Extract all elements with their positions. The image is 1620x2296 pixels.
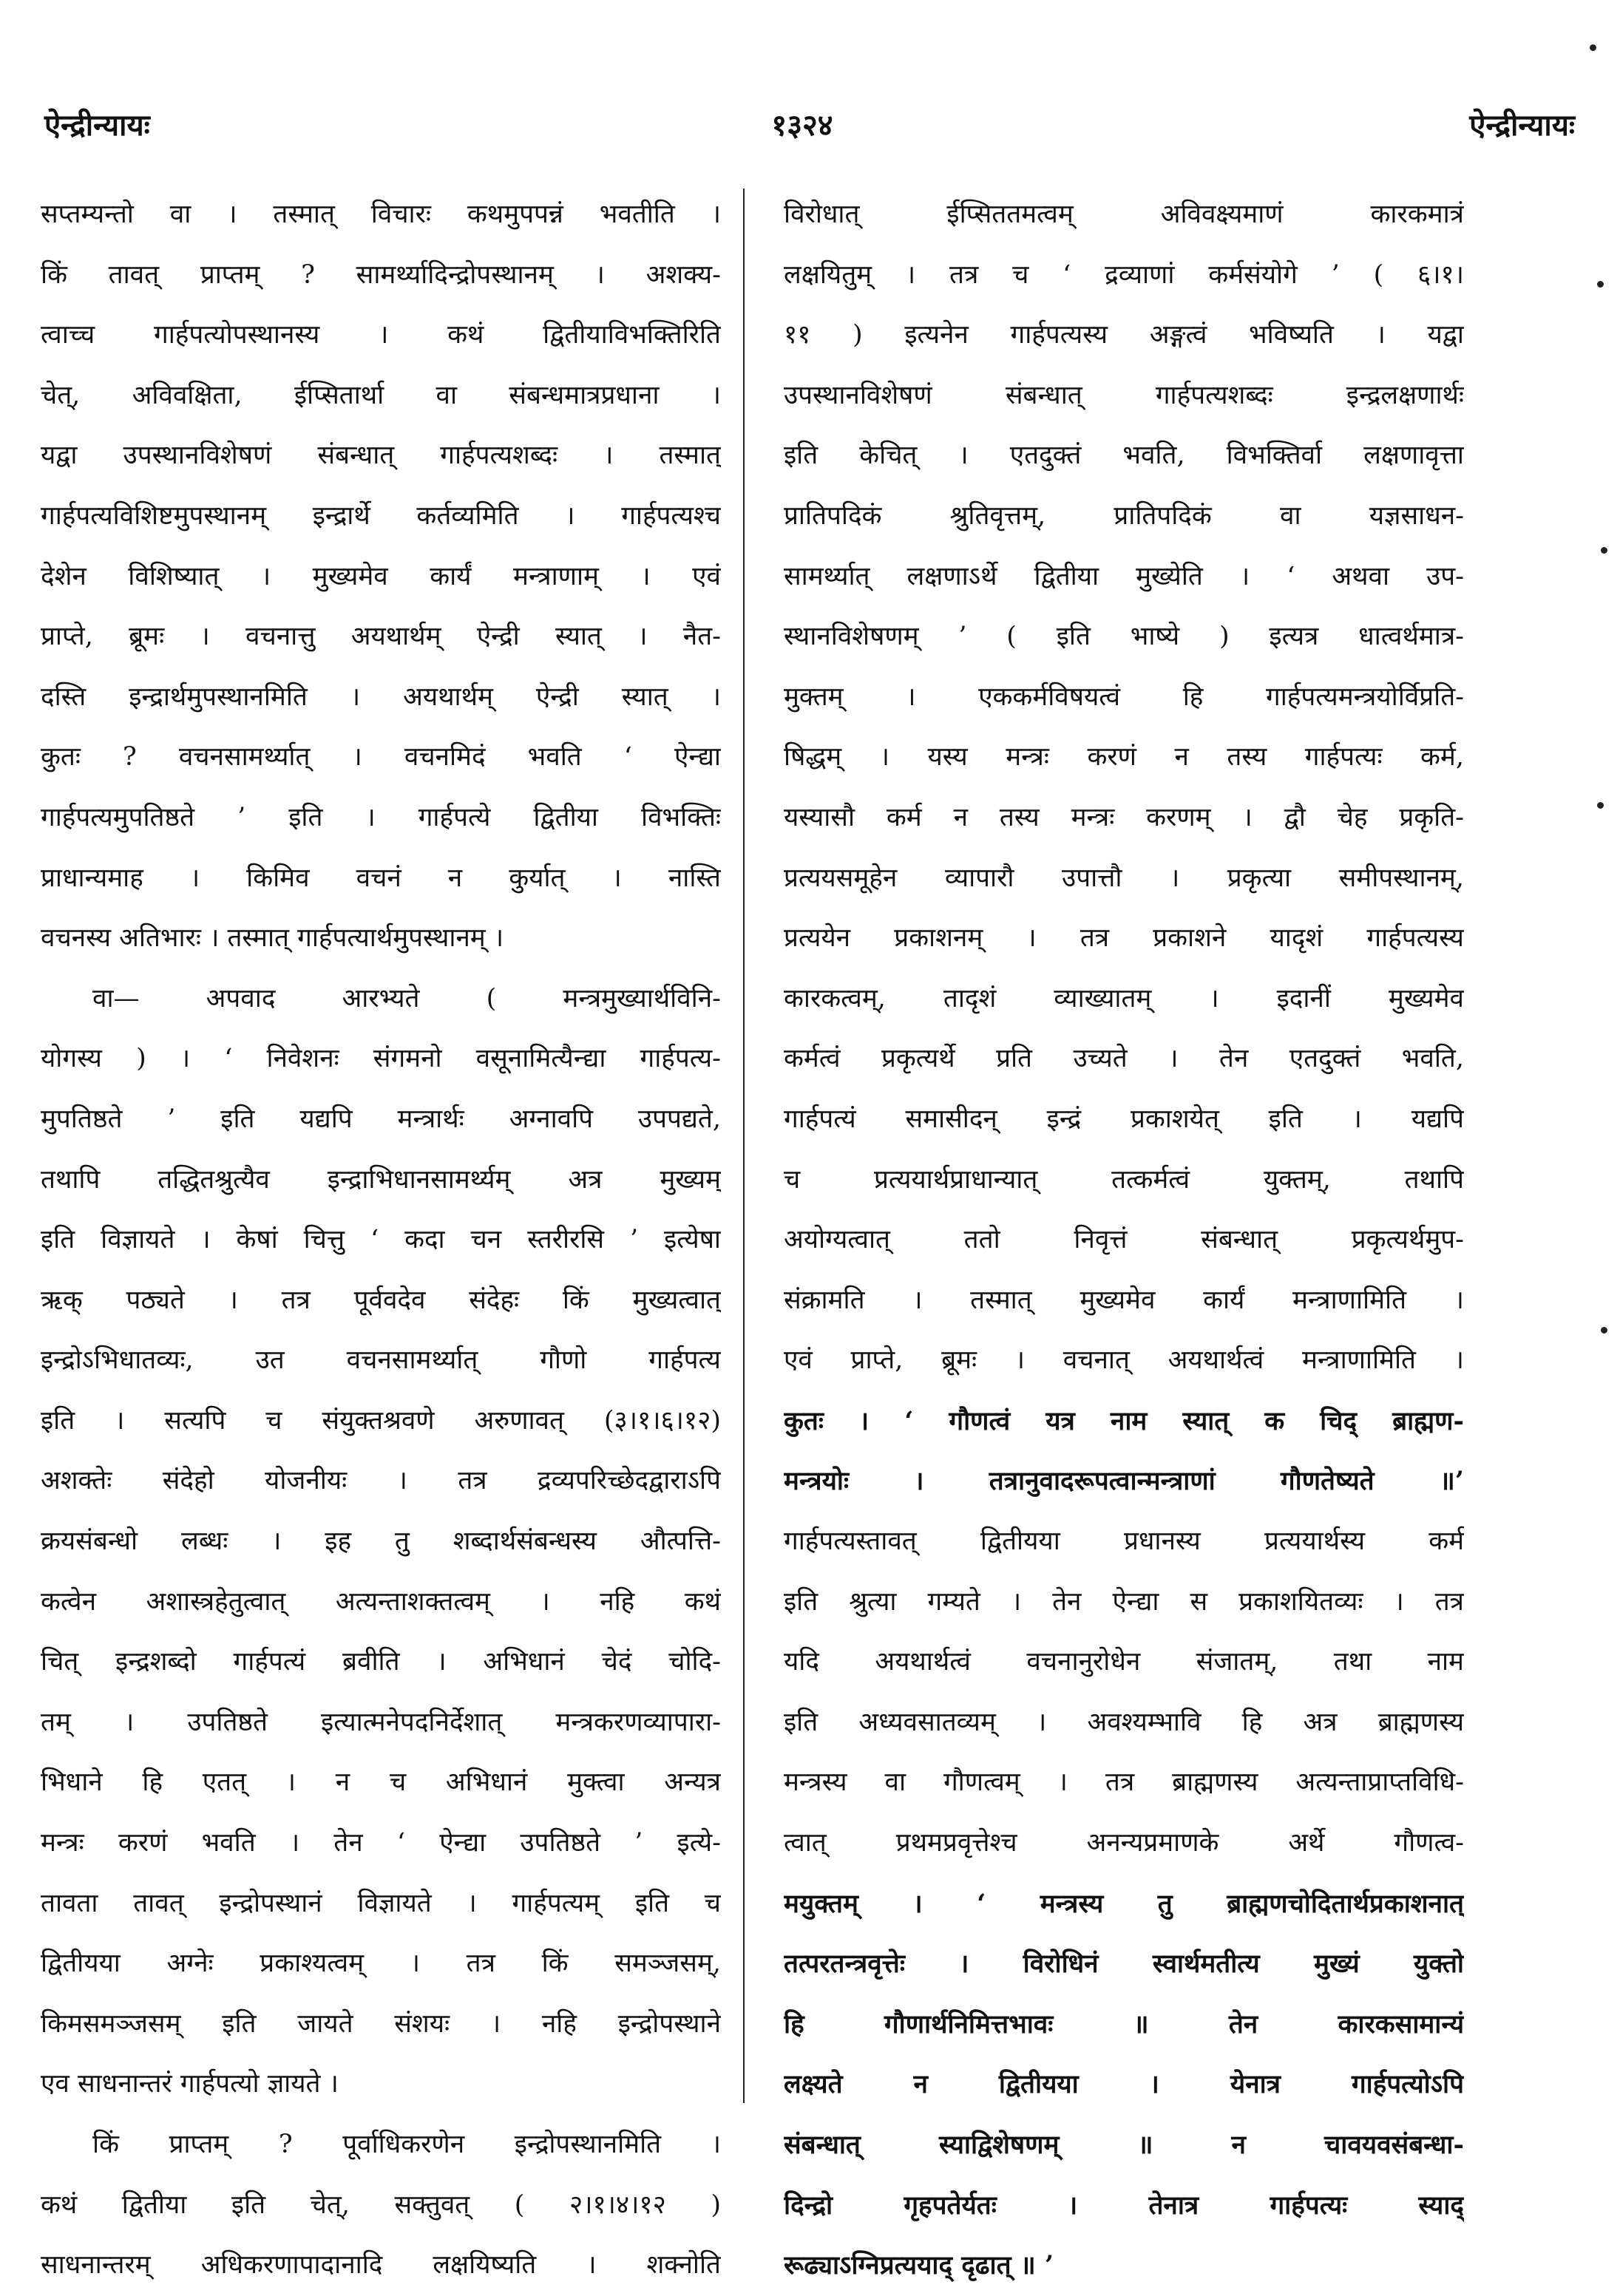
text-line: यस्यासौ कर्म न तस्य मन्त्रः करणम् । द्वौ चेह प्रकृति- (784, 802, 1464, 832)
text-line: किमसमञ्जसम् इति जायते संशयः । नहि इन्द्रोपस्थाने (41, 2008, 721, 2039)
text-line: मुपतिष्ठते ’ इति यद्यपि मन्त्रार्थः अग्नावपि उपपद्यते, (41, 1104, 721, 1134)
verse-line: दिन्द्रो गृहपतेर्यतः । तेनात्र गार्हपत्यः स्याद् (784, 2190, 1464, 2221)
text-line: च प्रत्ययार्थप्राधान्यात् तत्कर्मत्वं युक्तम्, तथापि (784, 1164, 1464, 1195)
text-line: उपस्थानविशेषणं संबन्धात् गार्हपत्यशब्दः इन्द्रलक्षणार्थः (784, 380, 1464, 410)
text-line: इति । सत्यपि च संयुक्तश्रवणे अरुणावत् (३।१।६।१२) (41, 1405, 721, 1436)
text-line: षिद्धम् । यस्य मन्त्रः करणं न तस्य गार्हपत्यः कर्म, (784, 742, 1464, 772)
text-line: इन्द्रोऽभिधातव्यः, उत वचनसामर्थ्यात् गौणो गार्हपत्य (41, 1345, 721, 1376)
text-line: स्थानविशेषणम् ’ ( इति भाष्ये ) इत्यत्र धात्वर्थमात्र- (784, 622, 1464, 652)
text-line: सप्तम्यन्तो वा । तस्मात् विचारः कथमुपपन्नं भवतीति । (41, 200, 721, 229)
text-line: कारकत्वम्, तादृशं व्याख्यातम् । इदानीं मुख्यमेव (784, 983, 1464, 1013)
text-line: ऋक् पठ्यते । तत्र पूर्ववदेव संदेहः किं मुख्यत्वात् (41, 1285, 721, 1315)
text-line: द्वितीयया अग्नेः प्रकाश्यत्वम् । तत्र किं समञ्जसम्, (41, 1949, 721, 1979)
text-line: गार्हपत्यस्तावत् द्वितीयया प्रधानस्य प्रत्ययार्थस्य कर्म (784, 1526, 1464, 1557)
verse-line: संबन्धात् स्याद्विशेषणम् ॥ न चावयवसंबन्धा- (784, 2130, 1464, 2160)
text-line: एव साधनान्तरं गार्हपत्यो ज्ञायते । (41, 2069, 339, 2099)
text-line: मन्त्रस्य वा गौणत्वम् । तत्र ब्राह्मणस्य अत्यन्ताप्राप्तविधि- (784, 1767, 1464, 1798)
verse-line: तत्परतन्त्रवृत्तेः । विरोधिनं स्वार्थमतीत्य मुख्यं युक्तो (784, 1949, 1464, 1980)
text-line: मन्त्रः करणं भवति । तेन ‘ ऐन्द्या उपतिष्ठते ’ इत्ये- (41, 1828, 721, 1858)
text-line: कुतः ? वचनसामर्थ्यात् । वचनमिदं भवति ‘ ऐन्द्या (41, 742, 721, 772)
text-line: लक्षयितुम् । तत्र च ‘ द्रव्याणां कर्मसंयोगे ’ ( ६।१। (784, 259, 1464, 290)
text-line: त्वाच्च गार्हपत्योपस्थानस्य । कथं द्वितीयाविभक्तिरिति (41, 320, 721, 350)
scan-speck (1601, 547, 1607, 554)
text-line: चित् इन्द्रशब्दो गार्हपत्यं ब्रवीति । अभिधानं चेदं चोदि- (41, 1647, 721, 1677)
text-line: दस्ति इन्द्रार्थमुपस्थानमिति । अयथार्थम् ऐन्द्री स्यात् । (41, 682, 721, 712)
text-line: कथं द्वितीया इति चेत्, सक्तुवत् ( २।१।४।१२ ) (41, 2190, 721, 2220)
text-line: गार्हपत्यं समासीदन् इन्द्रं प्रकाशयेत् इति । यद्यपि (784, 1104, 1464, 1134)
right-column (784, 185, 1464, 2296)
verse-line: लक्ष्यते न द्वितीयया । येनात्र गार्हपत्योऽपि (784, 2069, 1464, 2100)
text-line: इति अध्यवसातव्यम् । अवश्यम्भावि हि अत्र ब्राह्मणस्य (784, 1707, 1464, 1737)
scan-speck (1601, 1327, 1607, 1334)
verse-line: मन्त्रयोः । तत्रानुवादरूपत्वान्मन्त्राणां गौणतेष्यते ॥’ (784, 1466, 1464, 1497)
text-line: गार्हपत्यमुपतिष्ठते ’ इति । गार्हपत्ये द्वितीया विभक्तिः (41, 802, 721, 832)
text-line: कत्वेन अशास्त्रहेतुत्वात् अत्यन्ताशक्तत्वम् । नहि कथं (41, 1586, 721, 1617)
text-line: प्रत्ययेन प्रकाशनम् । तत्र प्रकाशने यादृशं गार्हपत्यस्य (784, 923, 1464, 954)
text-line: चेत्, अविवक्षिता, ईप्सितार्था वा संबन्धमात्रप्रधाना । (41, 380, 721, 410)
text-line: प्राधान्यमाह । किमिव वचनं न कुर्यात् । नास्ति (41, 863, 721, 893)
text-line: तम् । उपतिष्ठते इत्यात्मनेपदनिर्देशात् मन्त्रकरणव्यापारा- (41, 1707, 721, 1737)
text-line: यदि अयथार्थत्वं वचनानुरोधेन संजातम्, तथा नाम (784, 1647, 1464, 1677)
scan-speck (1597, 281, 1604, 288)
text-line: किं प्राप्तम् ? पूर्वाधिकरणेन इन्द्रोपस्थानमिति । (92, 2130, 721, 2159)
text-line: प्रातिपदिकं श्रुतिवृत्तम्, प्रातिपदिकं वा यज्ञसाधन- (784, 500, 1464, 531)
text-line: वा— अपवाद आरभ्यते ( मन्त्रमुख्यार्थविनि- (92, 983, 721, 1013)
running-title-left: ऐन्द्रीन्यायः (44, 108, 150, 143)
text-line: प्राप्ते, ब्रूमः । वचनात्तु अयथार्थम् ऐन्द्री स्यात् । नैत- (41, 622, 721, 652)
left-column (41, 185, 721, 2296)
text-line: इति विज्ञायते । केषां चित्तु ‘ कदा चन स्तरीरसि ’ इत्येषा (41, 1225, 721, 1255)
verse-line: रूढ्याऽग्निप्रत्ययाद् दृढात् ॥ ’ (784, 2250, 1054, 2281)
text-line: ११ ) इत्यनेन गार्हपत्यस्य अङ्गत्वं भविष्यति । यद्वा (784, 320, 1464, 350)
column-divider (743, 188, 745, 2103)
scan-speck (1590, 44, 1596, 51)
text-line: कर्मत्वं प्रकृत्यर्थे प्रति उच्यते । तेन एतदुक्तं भवति, (784, 1044, 1464, 1074)
running-title-right: ऐन्द्रीन्यायः (1469, 108, 1575, 143)
text-line: यद्वा उपस्थानविशेषणं संबन्धात् गार्हपत्यशब्दः । तस्मात् (41, 441, 721, 471)
running-header (30, 96, 1575, 148)
verse-line: मयुक्तम् । ‘ मन्त्रस्य तु ब्राह्मणचोदितार्थप्रकाशनात् (784, 1888, 1464, 1919)
text-line: साधनान्तरम् अधिकरणापादानादि लक्षयिष्यति । शक्नोति (41, 2250, 721, 2280)
text-line: संक्रामति । तस्मात् मुख्यमेव कार्यं मन्त्राणामिति । (784, 1285, 1464, 1315)
text-line: गार्हपत्यविशिष्टमुपस्थानम् इन्द्रार्थे कर्तव्यमिति । गार्हपत्यश्च (41, 500, 721, 531)
text-line: विरोधात् ईप्सिततमत्वम् अविवक्ष्यमाणं कारकमात्रं (784, 200, 1464, 229)
text-line: देशेन विशिष्यात् । मुख्यमेव कार्यं मन्त्राणाम् । एवं (41, 561, 721, 591)
text-line: सामर्थ्यात् लक्षणाऽर्थे द्वितीया मुख्येति । ‘ अथवा उप- (784, 561, 1464, 591)
text-line: इति केचित् । एतदुक्तं भवति, विभक्तिर्वा लक्षणावृत्ता (784, 441, 1464, 471)
text-line: तथापि तद्धितश्रुत्यैव इन्द्राभिधानसामर्थ्यम् अत्र मुख्यम् (41, 1164, 721, 1195)
text-line: मुक्तम् । एककर्मविषयत्वं हि गार्हपत्यमन्त्रयोर्विप्रति- (784, 682, 1464, 712)
text-line: किं तावत् प्राप्तम् ? सामर्थ्यादिन्द्रोपस्थानम् । अशक्य- (41, 259, 721, 290)
page-number: १३२४ (771, 108, 833, 143)
text-line: योगस्य ) । ‘ निवेशनः संगमनो वसूनामित्यैन्द्या गार्हपत्य- (41, 1044, 721, 1074)
scan-speck (1597, 802, 1604, 809)
text-line: प्रत्ययसमूहेन व्यापारौ उपात्तौ । प्रकृत्या समीपस्थानम्, (784, 863, 1464, 893)
text-line: त्वात् प्रथमप्रवृत्तेश्च अनन्यप्रमाणके अर्थे गौणत्व- (784, 1828, 1464, 1858)
text-line: वचनस्य अतिभारः । तस्मात् गार्हपत्यार्थमुपस्थानम् । (41, 923, 504, 954)
text-line: तावता तावत् इन्द्रोपस्थानं विज्ञायते । गार्हपत्यम् इति च (41, 1888, 721, 1918)
text-line: अयोग्यत्वात् ततो निवृत्तं संबन्धात् प्रकृत्यर्थमुप- (784, 1225, 1464, 1255)
text-line: इति श्रुत्या गम्यते । तेन ऐन्द्या स प्रकाशयितव्यः । तत्र (784, 1586, 1464, 1617)
text-line: एवं प्राप्ते, ब्रूमः । वचनात् अयथार्थत्वं मन्त्राणामिति । (784, 1345, 1464, 1376)
verse-line: हि गौणार्थनिमित्तभावः ॥ तेन कारकसामान्यं (784, 2008, 1464, 2039)
verse-line: कुतः । ‘ गौणत्वं यत्र नाम स्यात् क चिद् ब्राह्मण- (784, 1405, 1464, 1436)
text-line: क्रयसंबन्धो लब्धः । इह तु शब्दार्थसंबन्धस्य औत्पत्ति- (41, 1526, 721, 1557)
text-line: भिधाने हि एतत् । न च अभिधानं मुक्त्वा अन्यत्र (41, 1767, 721, 1798)
text-line: अशक्तेः संदेहो योजनीयः । तत्र द्रव्यपरिच्छेदद्वाराऽपि (41, 1466, 721, 1496)
